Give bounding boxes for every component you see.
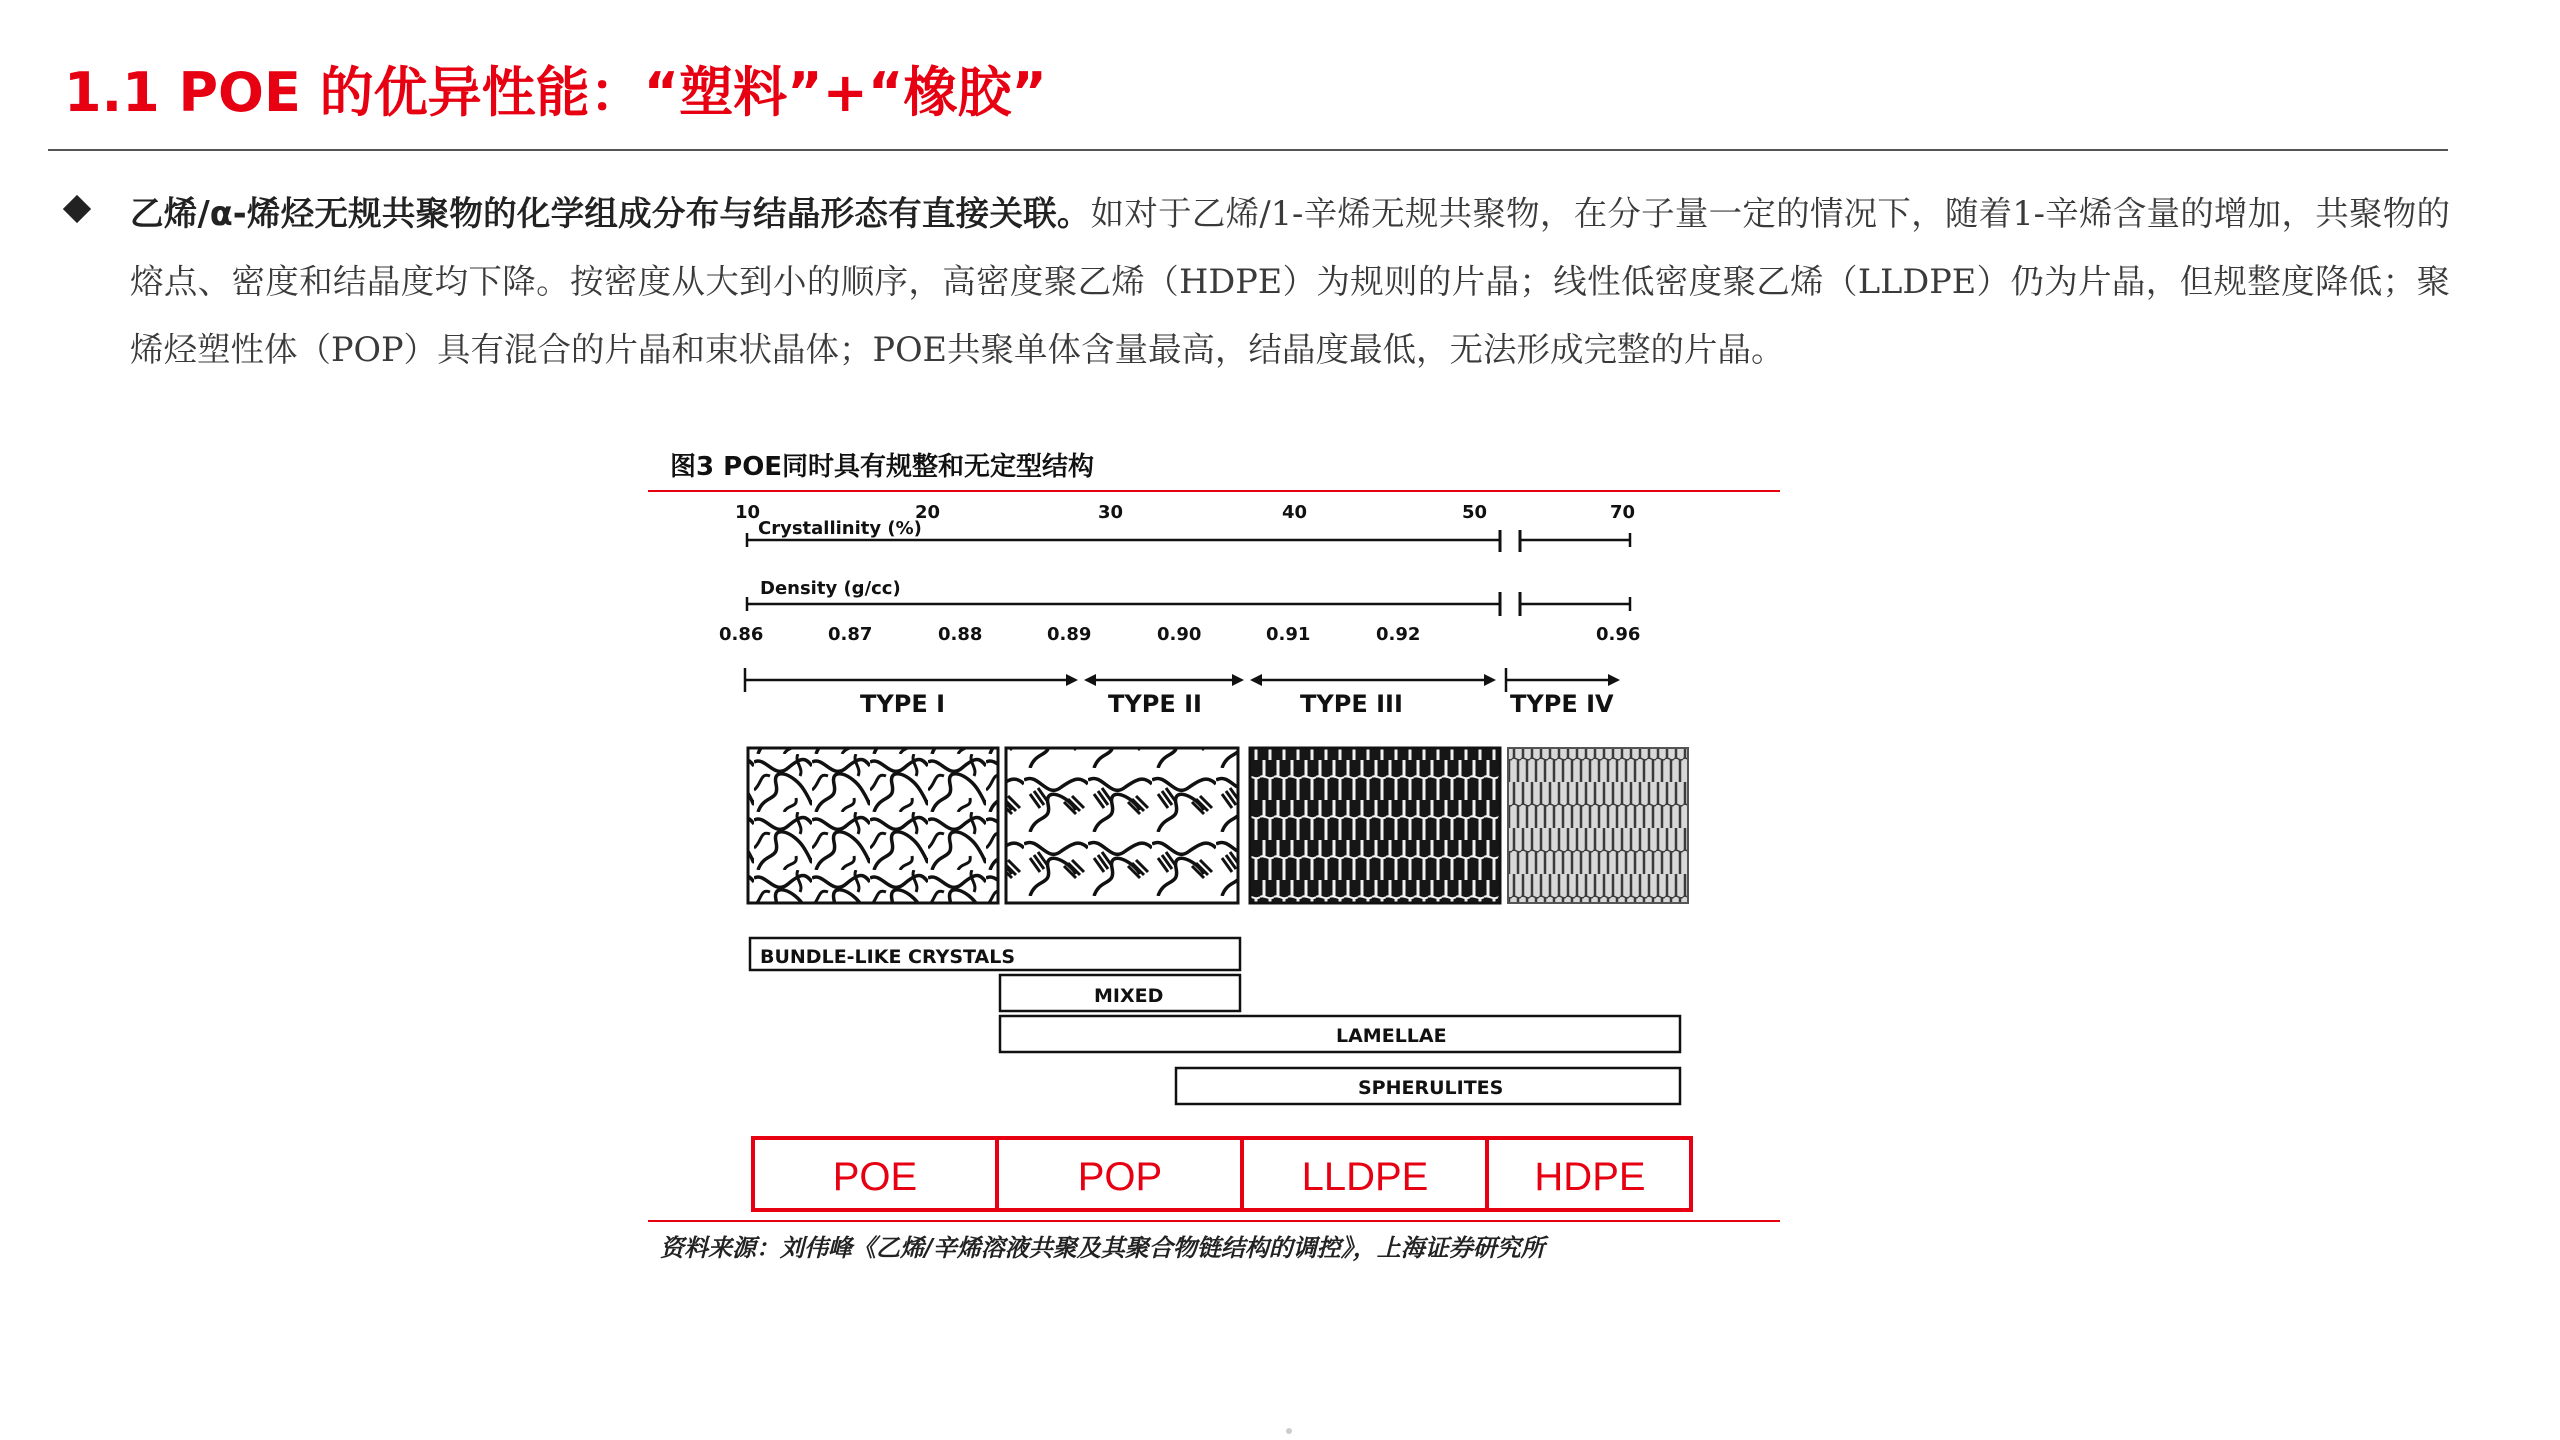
- lamellae-label: LAMELLAE: [1336, 1025, 1447, 1047]
- density-label: Density (g/cc): [760, 578, 901, 599]
- crystallinity-tick-50: 50: [1462, 502, 1488, 523]
- bundle-like-label: BUNDLE-LIKE CRYSTALS: [760, 946, 1016, 968]
- polymer-lldpe: LLDPE: [1301, 1155, 1429, 1199]
- type-i-label: TYPE I: [860, 690, 946, 718]
- crystallinity-tick-40: 40: [1282, 502, 1308, 523]
- figure-bottom-rule: [648, 1220, 1780, 1222]
- panel-type-iv: [1508, 748, 1688, 903]
- spherulites-label: SPHERULITES: [1358, 1077, 1504, 1099]
- crystallinity-label: Crystallinity (%): [758, 518, 922, 539]
- polymer-hdpe: HDPE: [1534, 1155, 1646, 1199]
- density-tick-090: 0.90: [1157, 624, 1202, 645]
- page-indicator-dot: [1286, 1428, 1292, 1434]
- crystallinity-tick-10: 10: [735, 502, 761, 523]
- density-tick-092: 0.92: [1376, 624, 1421, 645]
- bullet-lead-text: 乙烯/α-烯烃无规共聚物的化学组成分布与结晶形态有直接关联。: [130, 194, 1091, 233]
- density-tick-086: 0.86: [719, 624, 764, 645]
- crystallinity-tick-20: 20: [915, 502, 941, 523]
- density-tick-088: 0.88: [938, 624, 983, 645]
- type-ii-label: TYPE II: [1108, 690, 1202, 718]
- panel-type-i: [748, 748, 998, 903]
- slide-title: 1.1 POE 的优异性能：“塑料”+“橡胶”: [64, 61, 1047, 124]
- crystallinity-axis: [735, 502, 1635, 552]
- mixed-label: MIXED: [1094, 985, 1164, 1007]
- source-note: 资料来源：刘伟峰《乙烯/辛烯溶液共聚及其聚合物链结构的调控》，上海证券研究所: [660, 1233, 1545, 1262]
- density-tick-087: 0.87: [828, 624, 873, 645]
- density-axis: [719, 578, 1640, 645]
- crystallinity-tick-70: 70: [1610, 502, 1636, 523]
- type-iv-label: TYPE IV: [1510, 690, 1614, 718]
- type-ranges: [745, 668, 1620, 692]
- density-tick-096: 0.96: [1596, 624, 1641, 645]
- type-iii-label: TYPE III: [1300, 690, 1403, 718]
- panel-type-iii: [1250, 748, 1500, 903]
- polymer-poe: POE: [832, 1155, 918, 1199]
- figure-caption: 图3 POE同时具有规整和无定型结构: [670, 452, 1095, 482]
- density-tick-089: 0.89: [1047, 624, 1092, 645]
- crystallinity-tick-30: 30: [1098, 502, 1124, 523]
- density-tick-091: 0.91: [1266, 624, 1311, 645]
- bullet-body-text: 如对于乙烯/1-辛烯无规共聚物，在分子量一定的情况下，随着1-辛烯含量的增加，共聚物的熔点、密度和结晶度均下降。按密度从大到小的顺序，高密度聚乙烯（HDPE）为规则的片晶；线性低密度聚乙烯（LLDPE）仍为片晶，但规整度降低；聚烯烃塑性体（POP）具有混合的片晶和束状晶体；POE共聚单体含量最高，结晶度最低，无法形成完整的片晶。: [130, 194, 2450, 369]
- panel-type-ii: [1006, 748, 1238, 903]
- polymer-pop: POP: [1077, 1155, 1163, 1199]
- morphology-panels: [748, 748, 1688, 903]
